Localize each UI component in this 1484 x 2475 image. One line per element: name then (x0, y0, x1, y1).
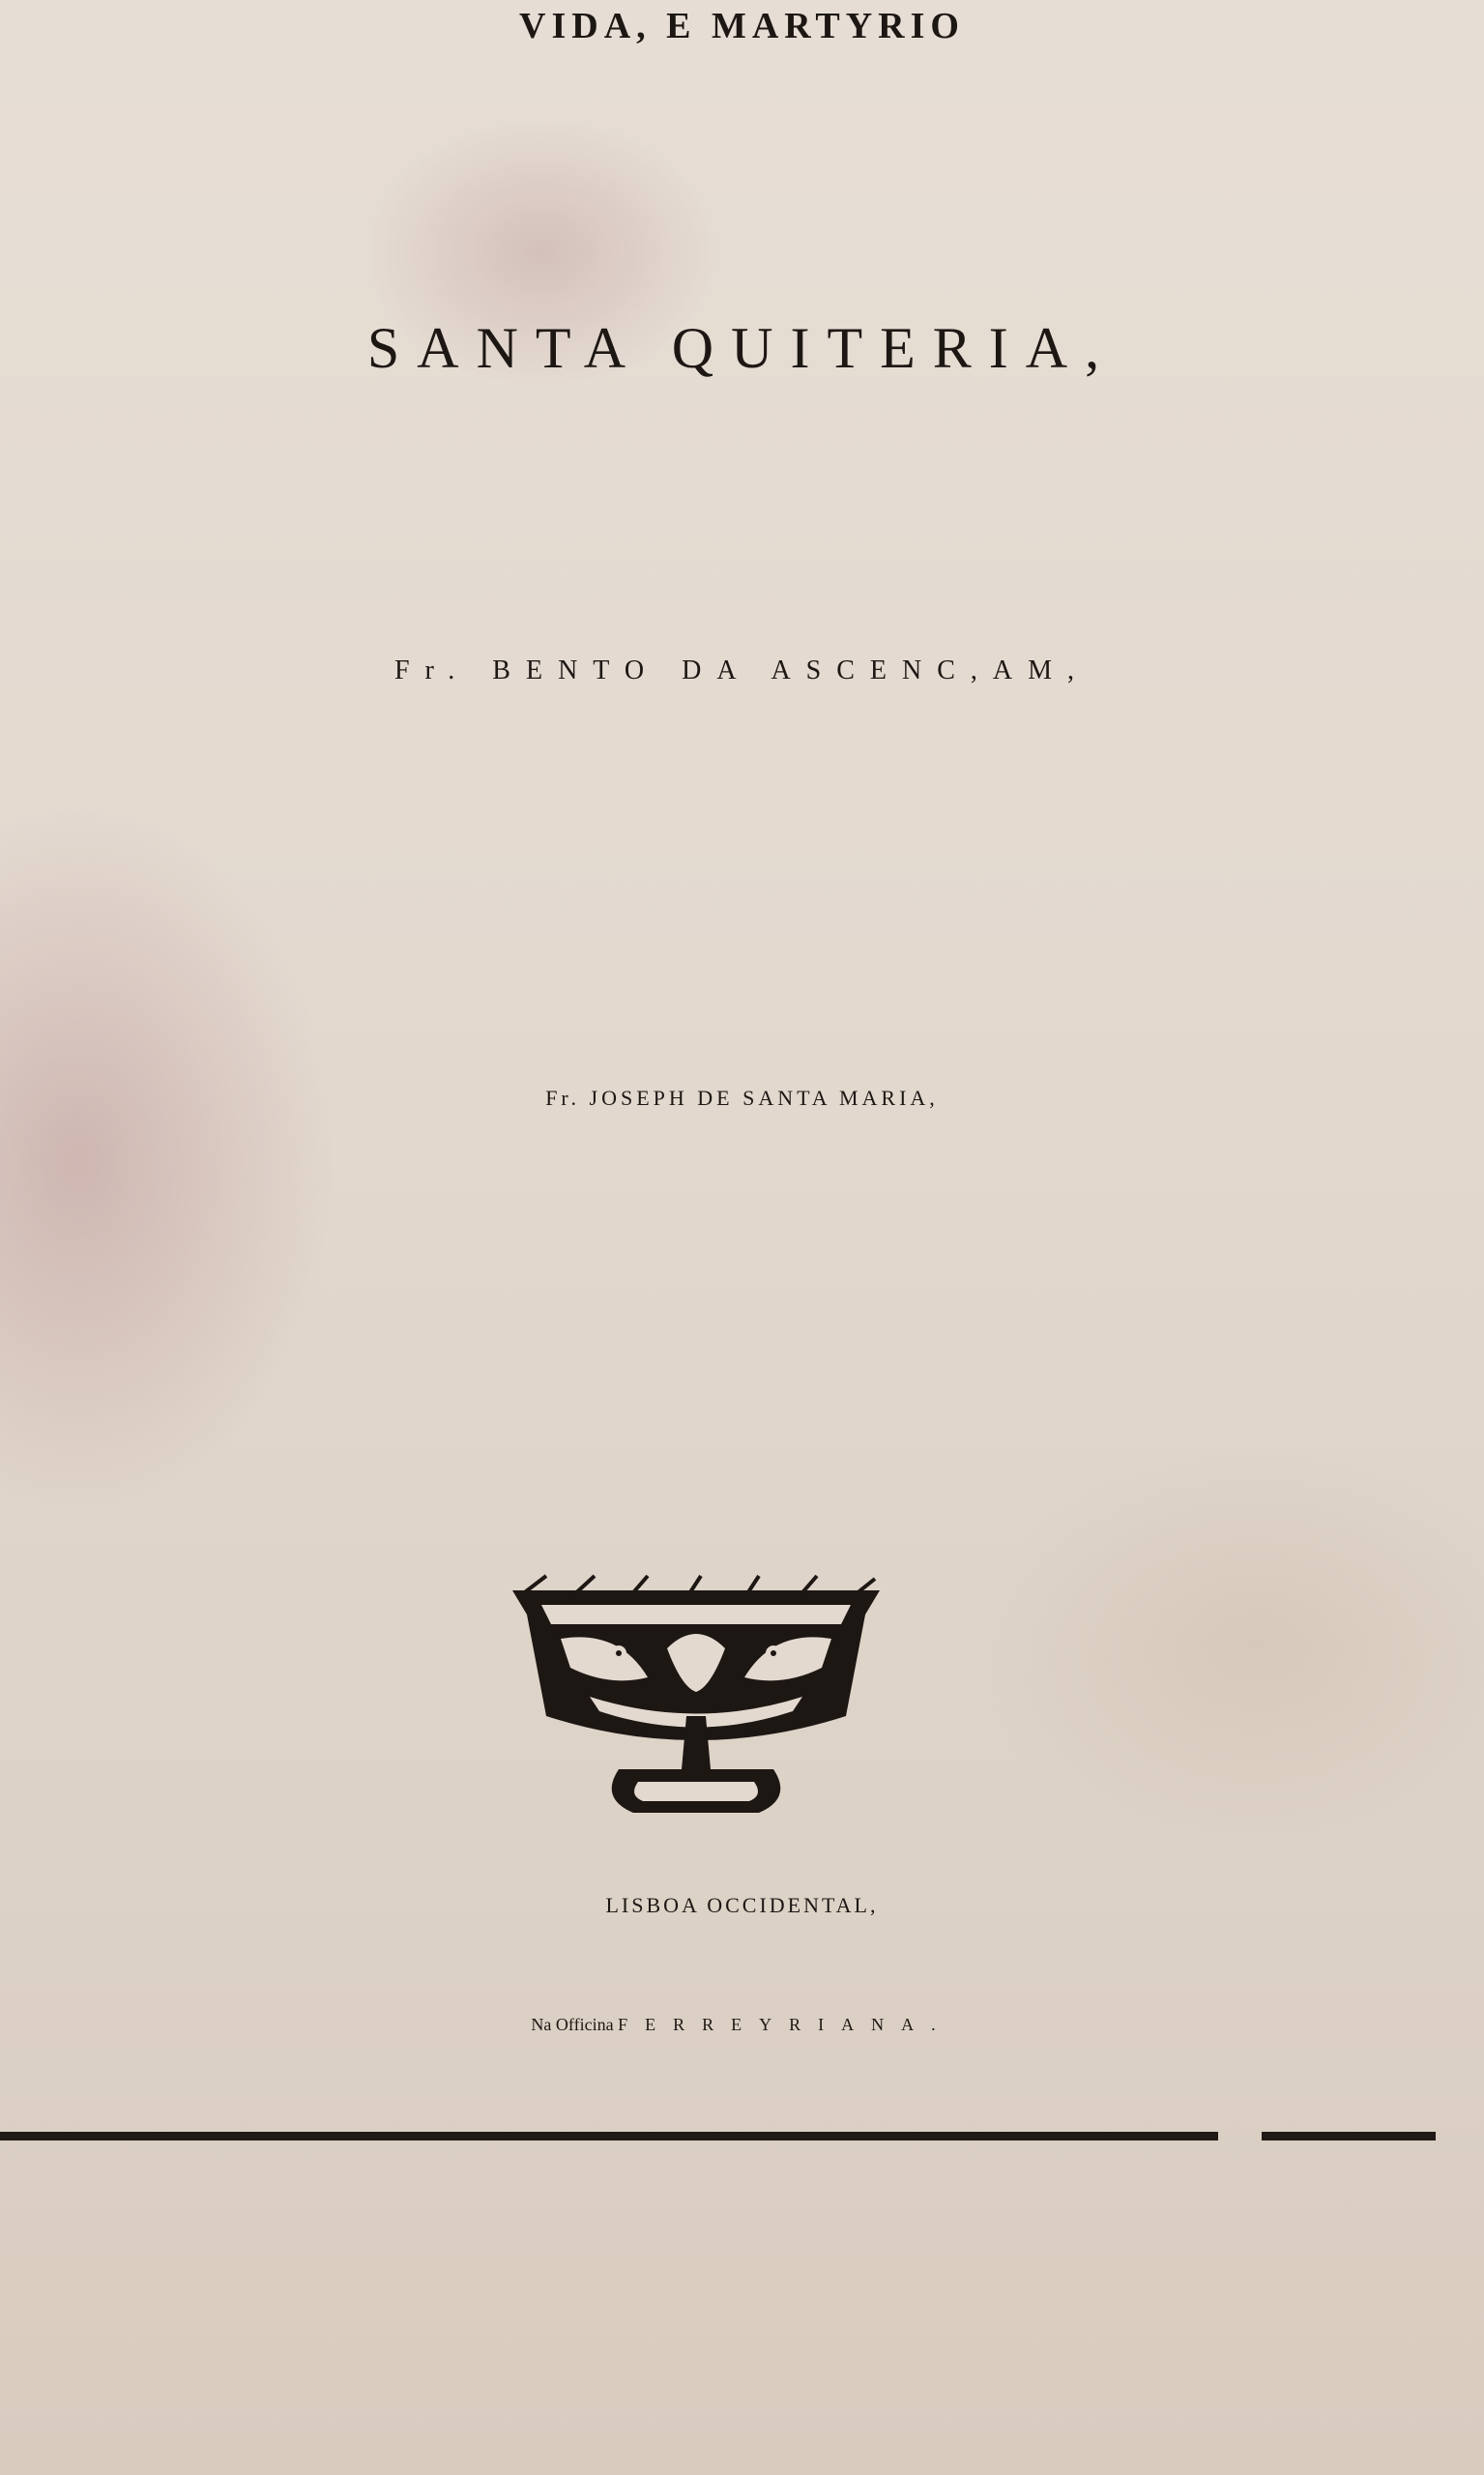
book-title: VIDA, E MARTYRIO (519, 6, 965, 46)
imprint-printer-line (0, 2016, 1484, 2033)
imprint-city: LISBOA OCCIDENTAL, (605, 1893, 879, 1917)
na-officina-text: Na Officina (531, 2015, 614, 2034)
dedicatee-name: Fr. JOSEPH DE SANTA MARIA, (545, 1086, 939, 1110)
horizontal-rule-short (1262, 2132, 1436, 2140)
woodcut-basket-of-flowers-icon (503, 1571, 889, 1832)
horizontal-rule (0, 2132, 1218, 2140)
printer-name: FERREYRIANA. (618, 2015, 953, 2034)
santa-quiteria-heading: SANTA QUITERIA, (366, 316, 1118, 380)
author-name: Fr. BENTO DA ASCENC,AM, (393, 655, 1091, 685)
